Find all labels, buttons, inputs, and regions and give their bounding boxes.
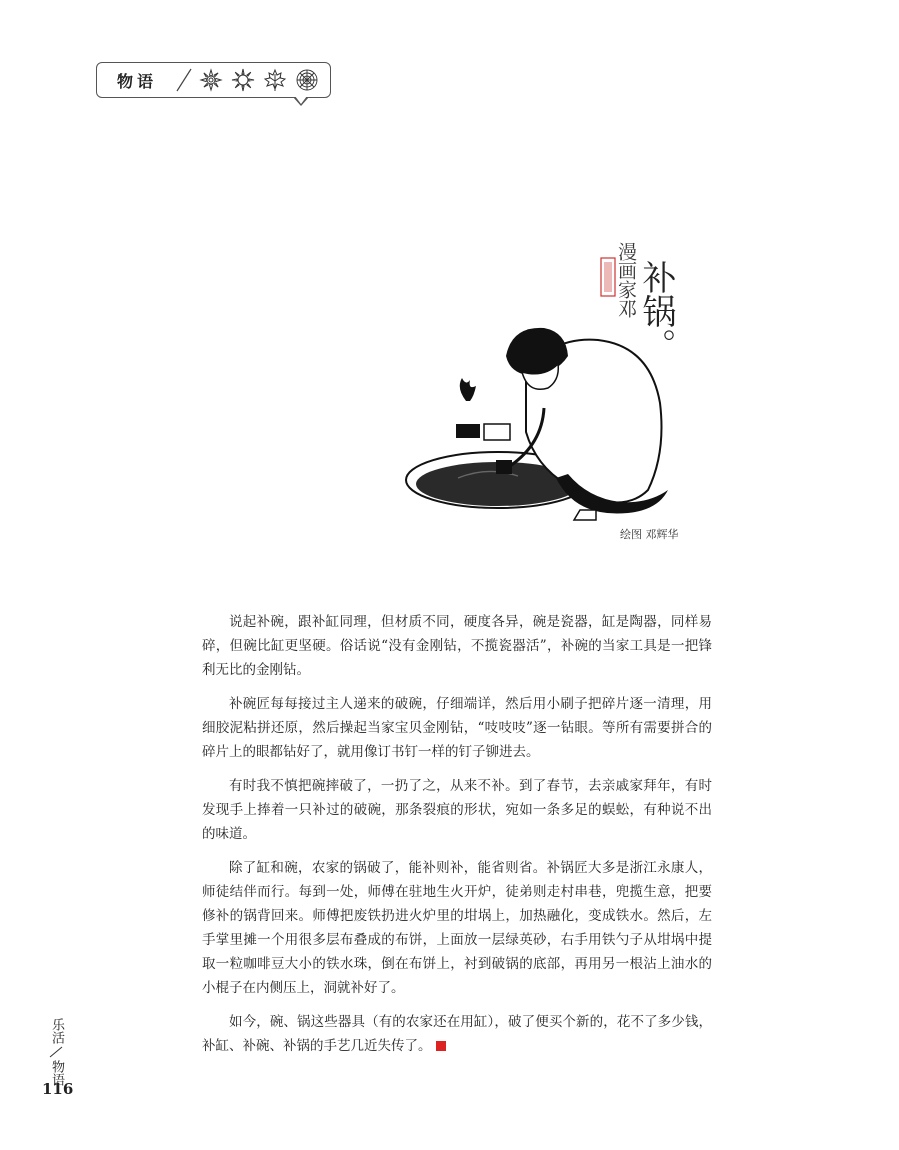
decorative-icons: [199, 68, 319, 92]
paragraph-4: 除了缸和碗，农家的锅破了，能补则补，能省则省。补锅匠大多是浙江永康人，师徒结伴而行。每到一处，师傅在驻地生火开炉，徒弟则走村串巷，兜揽生意，把要修补的锅背回来。师傅把废铁扔进火炉里的坩埚上，加热融化，变成铁水。然后，左手掌里摊一个用很多层布叠成的布饼，上面放一层绿英砂，右手用铁勺子从坩埚中提取一粒咖啡豆大小的铁水珠，倒在布饼上，衬到破锅的底部，再用另一根沾上油水的小棍子在内侧压上，洞就补好了。: [202, 860, 712, 996]
worker-foot: [574, 510, 596, 520]
section-title: 物语: [117, 71, 158, 91]
illustration-title-1: 补锅。: [636, 260, 676, 362]
maple-leaf-icon: [263, 68, 287, 92]
seal-fill: [604, 262, 612, 292]
tab-pointer: [293, 97, 309, 106]
pot-mender-drawing: [398, 228, 703, 528]
sunflower-icon: [199, 68, 223, 92]
small-stove: [456, 424, 480, 438]
chrysanthemum-icon: [295, 68, 319, 92]
article-body: [202, 610, 712, 1068]
paragraph-5: 如今，碗、锅这些器具（有的农家还在用缸），破了便买个新的，花不了多少钱，补缸、补碗、补锅的手艺几近失传了。: [202, 1014, 712, 1054]
side-slash-icon: [49, 1046, 63, 1058]
end-mark-icon: [436, 1041, 446, 1051]
section-header-tab: [96, 62, 331, 98]
illustration-signature: 漫画家邓: [615, 242, 637, 318]
fire-flame: [460, 378, 476, 401]
paragraph-5-wrapper: [202, 1010, 712, 1058]
side-label-bottom: 物语: [49, 1060, 64, 1086]
sun-flower-icon: [231, 68, 255, 92]
paragraph-2: 补碗匠每每接过主人递来的破碗，仔细端详，然后用小刷子把碎片逐一清理，用细胶泥粘拼还原，然后操起当家宝贝金刚钻，“吱吱吱”逐一钻眼。等所有需要拼合的碎片上的眼都钻好了，就用像订书钉一样的钉子铆进去。: [202, 696, 712, 760]
side-label-top: 乐活: [49, 1018, 64, 1044]
tool-in-hand: [496, 460, 512, 474]
side-section-label: [47, 1018, 65, 1086]
illustration-caption: 绘图 邓辉华: [620, 528, 679, 541]
ink-illustration: [398, 228, 703, 528]
crucible: [484, 424, 510, 440]
paragraph-1: 说起补碗，跟补缸同理，但材质不同，硬度各异，碗是瓷器，缸是陶器，同样易碎，但碗比缸更坚硬。俗话说“没有金刚钻，不揽瓷器活”，补碗的当家工具是一把锋利无比的金刚钻。: [202, 614, 712, 678]
divider-slash-icon: [173, 67, 195, 93]
page-number: 116: [42, 1080, 74, 1098]
paragraph-3: 有时我不慎把碗摔破了，一扔了之，从来不补。到了春节，去亲戚家拜年，有时发现手上捧着一只补过的破碗，那条裂痕的形状，宛如一条多足的蜈蚣，有种说不出的味道。: [202, 778, 712, 842]
